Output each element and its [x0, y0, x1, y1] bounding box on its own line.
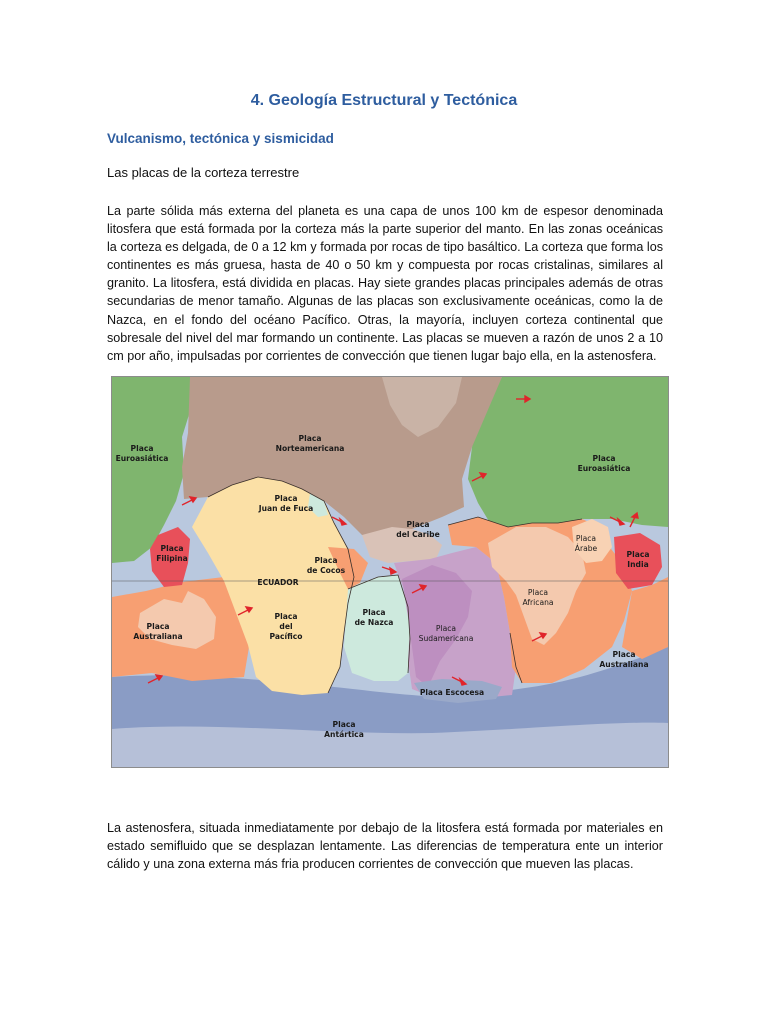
- label-sudamerica-1: Placa: [435, 624, 457, 633]
- label-north-america-1: Placa: [298, 434, 322, 443]
- nazca-plate: [344, 575, 410, 681]
- label-india-1: Placa: [626, 550, 650, 559]
- label-nazca-1: Placa: [362, 608, 386, 617]
- label-filipina-2: Filipina: [156, 554, 188, 563]
- label-juan-de-fuca-2: Juan de Fuca: [258, 504, 314, 513]
- label-eurasia-east-1: Placa: [592, 454, 616, 463]
- label-pacifico-1: Placa: [274, 612, 298, 621]
- label-antartica-1: Placa: [332, 720, 356, 729]
- label-cocos-1: Placa: [314, 556, 338, 565]
- label-antartica-2: Antártica: [324, 730, 364, 739]
- section-subtitle: Vulcanismo, tectónica y sismicidad: [107, 131, 334, 146]
- label-ecuador: ECUADOR: [257, 578, 299, 587]
- label-escocesa: Placa Escocesa: [419, 688, 485, 697]
- eurasian-plate-east: [468, 377, 668, 527]
- label-pacifico-3: Pacífico: [269, 632, 303, 641]
- label-juan-de-fuca-1: Placa: [274, 494, 298, 503]
- label-india-2: India: [627, 560, 649, 569]
- label-nazca-2: de Nazca: [354, 618, 394, 627]
- document-title: 4. Geología Estructural y Tectónica: [250, 92, 518, 109]
- label-australia-east-2: Australiana: [599, 660, 649, 669]
- label-cocos-2: de Cocos: [306, 566, 346, 575]
- label-australia-west-2: Australiana: [133, 632, 183, 641]
- label-caribe-1: Placa: [406, 520, 430, 529]
- label-caribe-2: del Caribe: [396, 530, 440, 539]
- label-africa-1: Placa: [527, 588, 549, 597]
- paragraph-lithosphere: La parte sólida más externa del planeta es una capa de unos 100 km de espesor denominada litosfera que está formada por la corteza más la parte superior del manto. En las zonas oceánicas la corteza es delgada, de 0 a 12 km y formada por rocas de tipo basáltico. La corteza que forma los continentes es más gruesa, hasta de 40 o 50 km y compuesta por rocas cristalinas, similares al granito. La litosfera, está dividida en placas. Hay siete grandes placas principales además de otras secundarias de menor tamaño. Algunas de las placas son exclusivamente oceánicas, como la de Nazca, en el fondo del océano Pacífico. Otras, la mayoría, incluyen corteza continental que sobresale del nivel del mar formando un continente. Las placas se mueven a razón de unos 2 a 10 cm por año, impulsadas por corrientes de convección que tienen lugar bajo ella, en la astenosfera.: [107, 204, 663, 363]
- label-filipina-1: Placa: [160, 544, 184, 553]
- label-arabia-1: Placa: [575, 534, 597, 543]
- tectonic-plates-map: [111, 376, 669, 768]
- label-sudamerica-2: Sudamericana: [418, 634, 474, 643]
- label-north-america-2: Norteamericana: [275, 444, 345, 453]
- section-heading: Las placas de la corteza terrestre: [107, 165, 300, 180]
- label-pacifico-2: del: [279, 622, 293, 631]
- label-africa-2: Africana: [522, 598, 554, 607]
- paragraph-asthenosphere: La astenosfera, situada inmediatamente por debajo de la litosfera está formada por materiales en estado semifluido que se desplazan lentamente. Las diferencias de temperatura ente un interior cálido y una zona externa más fria producen corrientes de convección que mueven las placas.: [107, 821, 663, 872]
- label-eurasia-west-1: Placa: [130, 444, 154, 453]
- label-australia-east-1: Placa: [612, 650, 636, 659]
- label-eurasia-east-2: Euroasiática: [577, 464, 631, 473]
- label-arabia-2: Árabe: [574, 544, 598, 553]
- label-eurasia-west-2: Euroasiática: [115, 454, 169, 463]
- label-australia-west-1: Placa: [146, 622, 170, 631]
